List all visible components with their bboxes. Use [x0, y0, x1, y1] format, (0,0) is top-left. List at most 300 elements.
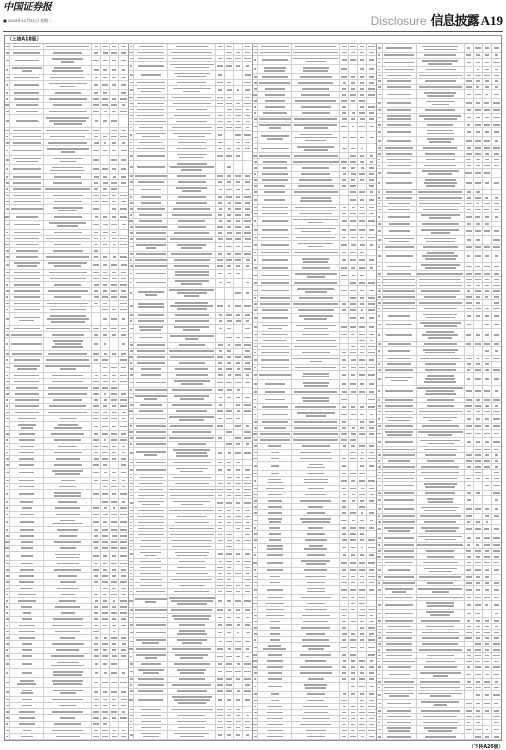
illegible-cell-text — [341, 399, 347, 401]
illegible-cell-text — [94, 612, 98, 614]
illegible-cell-text — [369, 359, 373, 361]
table-cell — [417, 73, 465, 78]
table-cell — [101, 66, 110, 74]
illegible-cell-text — [103, 367, 108, 369]
illegible-cell-text — [94, 69, 99, 71]
illegible-cell-text — [102, 618, 108, 620]
table-cell — [168, 595, 216, 607]
table-cell — [234, 107, 243, 112]
table-cell — [367, 356, 376, 364]
table-cell — [216, 499, 225, 507]
illegible-cell-text — [350, 569, 357, 571]
table-cell — [383, 222, 417, 227]
illegible-cell-text — [425, 267, 456, 269]
table-cell — [258, 211, 292, 216]
illegible-cell-text — [359, 391, 364, 393]
illegible-cell-text — [130, 663, 133, 665]
table-cell — [258, 568, 292, 573]
illegible-cell-text — [102, 612, 109, 614]
illegible-cell-text — [360, 290, 364, 292]
illegible-cell-text — [94, 730, 98, 732]
illegible-cell-text — [13, 168, 42, 170]
table-cell — [101, 456, 110, 461]
illegible-cell-text — [219, 397, 222, 399]
table-cell — [483, 85, 492, 90]
illegible-cell-text — [254, 303, 257, 305]
illegible-cell-text — [226, 585, 232, 587]
table-cell — [216, 707, 225, 712]
table-cell — [10, 610, 44, 615]
illegible-cell-text — [342, 527, 346, 529]
table-cell — [340, 56, 349, 64]
illegible-cell-text — [368, 303, 375, 305]
illegible-cell-text — [269, 533, 282, 535]
table-row — [5, 364, 128, 373]
illegible-cell-text — [254, 488, 257, 490]
table-cell — [292, 716, 340, 721]
illegible-cell-text — [342, 488, 347, 490]
illegible-cell-text — [226, 127, 231, 129]
illegible-cell-text — [245, 208, 249, 210]
table-cell — [358, 217, 367, 225]
table-cell — [234, 725, 243, 730]
illegible-cell-text — [6, 168, 8, 170]
table-cell — [349, 92, 358, 97]
illegible-cell-text — [378, 246, 380, 248]
illegible-cell-text — [54, 723, 81, 725]
table-cell — [243, 388, 252, 393]
table-cell — [168, 50, 216, 55]
table-cell — [216, 514, 225, 519]
table-cell — [340, 308, 349, 313]
table-cell — [44, 518, 92, 526]
illegible-cell-text — [476, 165, 480, 167]
illegible-cell-text — [120, 600, 126, 602]
illegible-cell-text — [245, 46, 249, 48]
table-cell — [119, 518, 128, 526]
table-cell — [119, 422, 128, 430]
illegible-cell-text — [308, 678, 324, 680]
illegible-cell-text — [254, 297, 256, 299]
table-cell — [340, 559, 349, 567]
table-cell — [168, 334, 216, 342]
illegible-cell-text — [245, 142, 250, 144]
illegible-cell-text — [254, 672, 257, 674]
table-cell — [340, 510, 349, 515]
illegible-cell-text — [169, 437, 214, 439]
illegible-cell-text — [368, 88, 375, 90]
illegible-cell-text — [343, 706, 346, 708]
table-cell — [10, 688, 44, 696]
table-cell — [119, 654, 128, 659]
illegible-cell-text — [139, 489, 163, 491]
illegible-cell-text — [46, 359, 89, 361]
table-cell — [110, 703, 119, 708]
table-cell — [340, 172, 349, 177]
illegible-cell-text — [308, 246, 323, 248]
table-cell — [243, 394, 252, 402]
illegible-cell-text — [262, 259, 287, 261]
illegible-cell-text — [378, 191, 380, 193]
table-cell — [349, 395, 358, 403]
table-cell — [119, 527, 128, 532]
table-cell — [10, 165, 44, 173]
table-cell — [340, 65, 349, 73]
illegible-cell-text — [226, 52, 231, 54]
illegible-cell-text — [14, 365, 39, 367]
illegible-cell-text — [467, 191, 471, 193]
table-cell — [243, 62, 252, 70]
illegible-cell-text — [176, 455, 208, 457]
table-cell — [225, 668, 234, 676]
illegible-cell-text — [350, 527, 356, 529]
table-cell — [110, 326, 119, 331]
illegible-cell-text — [182, 190, 201, 192]
illegible-cell-text — [130, 189, 133, 191]
table-cell — [92, 288, 101, 293]
table-cell — [216, 334, 225, 342]
illegible-cell-text — [13, 188, 42, 190]
table-cell — [258, 432, 292, 437]
illegible-cell-text — [217, 425, 223, 427]
table-cell — [10, 295, 44, 300]
illegible-cell-text — [139, 214, 162, 216]
illegible-cell-text — [387, 109, 412, 111]
illegible-cell-text — [295, 228, 336, 230]
illegible-cell-text — [15, 405, 39, 407]
illegible-cell-text — [111, 399, 117, 401]
illegible-cell-text — [254, 406, 256, 408]
table-cell — [367, 235, 376, 240]
illegible-cell-text — [6, 111, 9, 113]
illegible-cell-text — [378, 124, 381, 126]
illegible-cell-text — [6, 464, 9, 466]
table-row — [253, 734, 376, 740]
table-cell — [258, 86, 292, 91]
table-cell — [110, 404, 119, 409]
table-cell — [225, 325, 234, 333]
illegible-cell-text — [254, 539, 257, 541]
table-cell — [349, 426, 358, 431]
illegible-cell-text — [352, 520, 355, 522]
table-cell — [258, 471, 292, 476]
table-cell — [292, 98, 340, 103]
table-cell — [258, 323, 292, 331]
illegible-cell-text — [140, 561, 161, 563]
table-cell — [110, 722, 119, 727]
table-cell — [168, 95, 216, 100]
illegible-cell-text — [369, 326, 374, 328]
table-row — [129, 731, 252, 740]
illegible-cell-text — [227, 715, 231, 717]
illegible-cell-text — [138, 516, 163, 518]
illegible-cell-text — [245, 89, 250, 91]
table-cell — [358, 235, 367, 240]
table-cell — [92, 301, 101, 306]
illegible-cell-text — [244, 502, 251, 504]
illegible-cell-text — [6, 581, 9, 583]
table-cell — [168, 174, 216, 179]
table-row — [129, 86, 252, 95]
table-row — [129, 550, 252, 559]
table-cell — [367, 365, 376, 370]
table-cell — [483, 108, 492, 113]
table-cell — [110, 230, 119, 235]
table-cell — [292, 595, 340, 600]
illegible-cell-text — [306, 563, 326, 565]
table-cell — [465, 178, 474, 189]
illegible-cell-text — [50, 309, 86, 311]
illegible-cell-text — [359, 359, 365, 361]
illegible-cell-text — [6, 77, 9, 79]
illegible-cell-text — [305, 660, 326, 662]
illegible-cell-text — [360, 458, 364, 460]
illegible-cell-text — [294, 252, 338, 254]
illegible-cell-text — [246, 656, 249, 658]
table-cell — [367, 462, 376, 470]
illegible-cell-text — [14, 224, 41, 226]
illegible-cell-text — [51, 655, 84, 657]
table-cell — [225, 623, 234, 628]
table-cell — [367, 450, 376, 455]
illegible-cell-text — [130, 721, 132, 723]
table-cell — [367, 619, 376, 624]
table-cell — [168, 56, 216, 61]
illegible-cell-text — [341, 68, 347, 70]
illegible-cell-text — [113, 631, 116, 633]
illegible-cell-text — [342, 569, 346, 571]
table-cell — [492, 207, 501, 212]
illegible-cell-text — [112, 643, 116, 645]
illegible-cell-text — [342, 383, 346, 385]
illegible-cell-text — [112, 705, 116, 707]
illegible-cell-text — [235, 134, 241, 136]
illegible-cell-text — [342, 666, 346, 668]
illegible-cell-text — [476, 102, 480, 104]
illegible-cell-text — [341, 700, 347, 702]
illegible-cell-text — [227, 699, 231, 701]
illegible-cell-text — [267, 736, 283, 738]
table-cell — [340, 98, 349, 103]
table-cell — [168, 638, 216, 646]
illegible-cell-text — [236, 617, 240, 619]
table-cell — [367, 595, 376, 600]
illegible-cell-text — [218, 362, 222, 364]
illegible-cell-text — [254, 334, 257, 336]
table-cell — [216, 493, 225, 498]
table-cell — [225, 119, 234, 124]
illegible-cell-text — [300, 458, 332, 460]
table-cell — [92, 282, 101, 287]
illegible-cell-text — [217, 259, 222, 261]
table-cell — [44, 709, 92, 714]
illegible-cell-text — [475, 266, 480, 268]
table-cell — [110, 586, 119, 591]
table-cell — [349, 165, 358, 170]
table-cell — [358, 716, 367, 721]
illegible-cell-text — [56, 736, 80, 738]
illegible-cell-text — [174, 395, 209, 397]
illegible-cell-text — [104, 399, 107, 401]
table-cell — [243, 662, 252, 667]
illegible-cell-text — [54, 201, 82, 203]
table-cell — [44, 586, 92, 591]
illegible-cell-text — [260, 433, 290, 435]
table-cell — [292, 338, 340, 343]
illegible-cell-text — [6, 711, 9, 713]
table-cell — [258, 196, 292, 204]
table-cell — [225, 237, 234, 242]
illegible-cell-text — [19, 625, 36, 627]
table-cell — [110, 623, 119, 628]
illegible-cell-text — [361, 148, 364, 150]
illegible-cell-text — [174, 618, 209, 620]
illegible-cell-text — [104, 672, 107, 674]
illegible-cell-text — [141, 540, 162, 542]
table-cell — [101, 276, 110, 281]
table-cell — [216, 725, 225, 730]
illegible-cell-text — [120, 399, 127, 401]
illegible-cell-text — [181, 247, 202, 249]
table-cell — [349, 544, 358, 552]
table-cell — [216, 638, 225, 646]
illegible-cell-text — [185, 338, 198, 340]
illegible-cell-text — [300, 76, 332, 78]
table-cell — [92, 156, 101, 164]
illegible-cell-text — [53, 674, 82, 676]
table-row — [253, 323, 376, 332]
table-cell — [119, 248, 128, 253]
illegible-cell-text — [174, 699, 210, 701]
table-cell — [417, 195, 465, 200]
table-cell — [292, 226, 340, 234]
table-cell — [367, 734, 376, 739]
illegible-cell-text — [303, 382, 329, 384]
illegible-cell-text — [426, 185, 455, 187]
table-cell — [44, 573, 92, 578]
table-cell — [349, 525, 358, 530]
illegible-cell-text — [177, 148, 206, 150]
illegible-cell-text — [47, 318, 89, 320]
illegible-cell-text — [386, 197, 412, 199]
table-cell — [168, 44, 216, 49]
table-cell — [234, 442, 243, 447]
table-cell — [258, 516, 292, 524]
illegible-cell-text — [130, 690, 133, 692]
table-cell — [358, 302, 367, 307]
table-cell — [340, 637, 349, 642]
illegible-cell-text — [102, 730, 108, 732]
illegible-cell-text — [485, 62, 489, 64]
illegible-cell-text — [14, 238, 39, 240]
table-cell — [134, 231, 168, 236]
illegible-cell-text — [343, 207, 346, 209]
illegible-cell-text — [120, 612, 128, 614]
illegible-cell-text — [179, 362, 205, 364]
table-cell — [44, 654, 92, 659]
table-cell — [417, 190, 465, 195]
table-row — [129, 379, 252, 388]
illegible-cell-text — [485, 117, 489, 119]
illegible-cell-text — [218, 148, 223, 150]
illegible-cell-text — [136, 253, 166, 255]
illegible-cell-text — [341, 433, 346, 435]
illegible-cell-text — [103, 176, 107, 178]
illegible-cell-text — [484, 230, 491, 232]
table-cell — [483, 79, 492, 84]
table-cell — [349, 241, 358, 249]
illegible-cell-text — [145, 294, 157, 296]
illegible-cell-text — [359, 527, 365, 529]
illegible-cell-text — [51, 665, 84, 667]
illegible-cell-text — [121, 201, 126, 203]
illegible-cell-text — [351, 82, 355, 84]
illegible-cell-text — [387, 86, 410, 88]
table-cell — [292, 286, 340, 294]
illegible-cell-text — [218, 540, 223, 542]
illegible-cell-text — [169, 289, 214, 291]
table-cell — [110, 270, 119, 275]
table-cell — [358, 595, 367, 600]
table-cell — [367, 395, 376, 403]
table-cell — [417, 251, 465, 262]
illegible-cell-text — [305, 539, 327, 541]
table-cell — [492, 73, 501, 78]
table-cell — [243, 201, 252, 206]
illegible-cell-text — [93, 736, 99, 738]
illegible-cell-text — [6, 405, 8, 407]
table-cell — [10, 561, 44, 566]
illegible-cell-text — [359, 712, 365, 714]
illegible-cell-text — [129, 356, 133, 358]
illegible-cell-text — [360, 199, 364, 201]
table-cell — [367, 410, 376, 418]
illegible-cell-text — [495, 216, 499, 218]
table-cell — [92, 326, 101, 331]
illegible-cell-text — [218, 528, 222, 530]
illegible-cell-text — [113, 176, 116, 178]
illegible-cell-text — [254, 547, 257, 549]
table-cell — [168, 119, 216, 124]
table-cell — [292, 516, 340, 524]
illegible-cell-text — [264, 199, 285, 201]
illegible-cell-text — [172, 546, 211, 548]
illegible-cell-text — [360, 427, 363, 429]
illegible-cell-text — [226, 58, 232, 60]
illegible-cell-text — [144, 398, 157, 400]
table-cell — [258, 613, 292, 618]
table-cell — [258, 371, 292, 379]
table-cell — [358, 665, 367, 670]
table-cell — [110, 96, 119, 101]
illegible-cell-text — [370, 340, 373, 342]
table-cell — [258, 50, 292, 55]
illegible-cell-text — [265, 106, 285, 108]
table-cell — [234, 683, 243, 688]
illegible-cell-text — [94, 433, 98, 435]
table-cell — [474, 263, 483, 271]
table-cell — [10, 313, 44, 325]
table-cell — [349, 280, 358, 285]
table-cell — [367, 698, 376, 703]
illegible-cell-text — [227, 516, 232, 518]
table-cell — [134, 343, 168, 348]
illegible-cell-text — [104, 507, 107, 509]
illegible-cell-text — [253, 660, 257, 662]
illegible-cell-text — [226, 337, 233, 339]
illegible-cell-text — [136, 469, 166, 471]
table-cell — [340, 226, 349, 234]
